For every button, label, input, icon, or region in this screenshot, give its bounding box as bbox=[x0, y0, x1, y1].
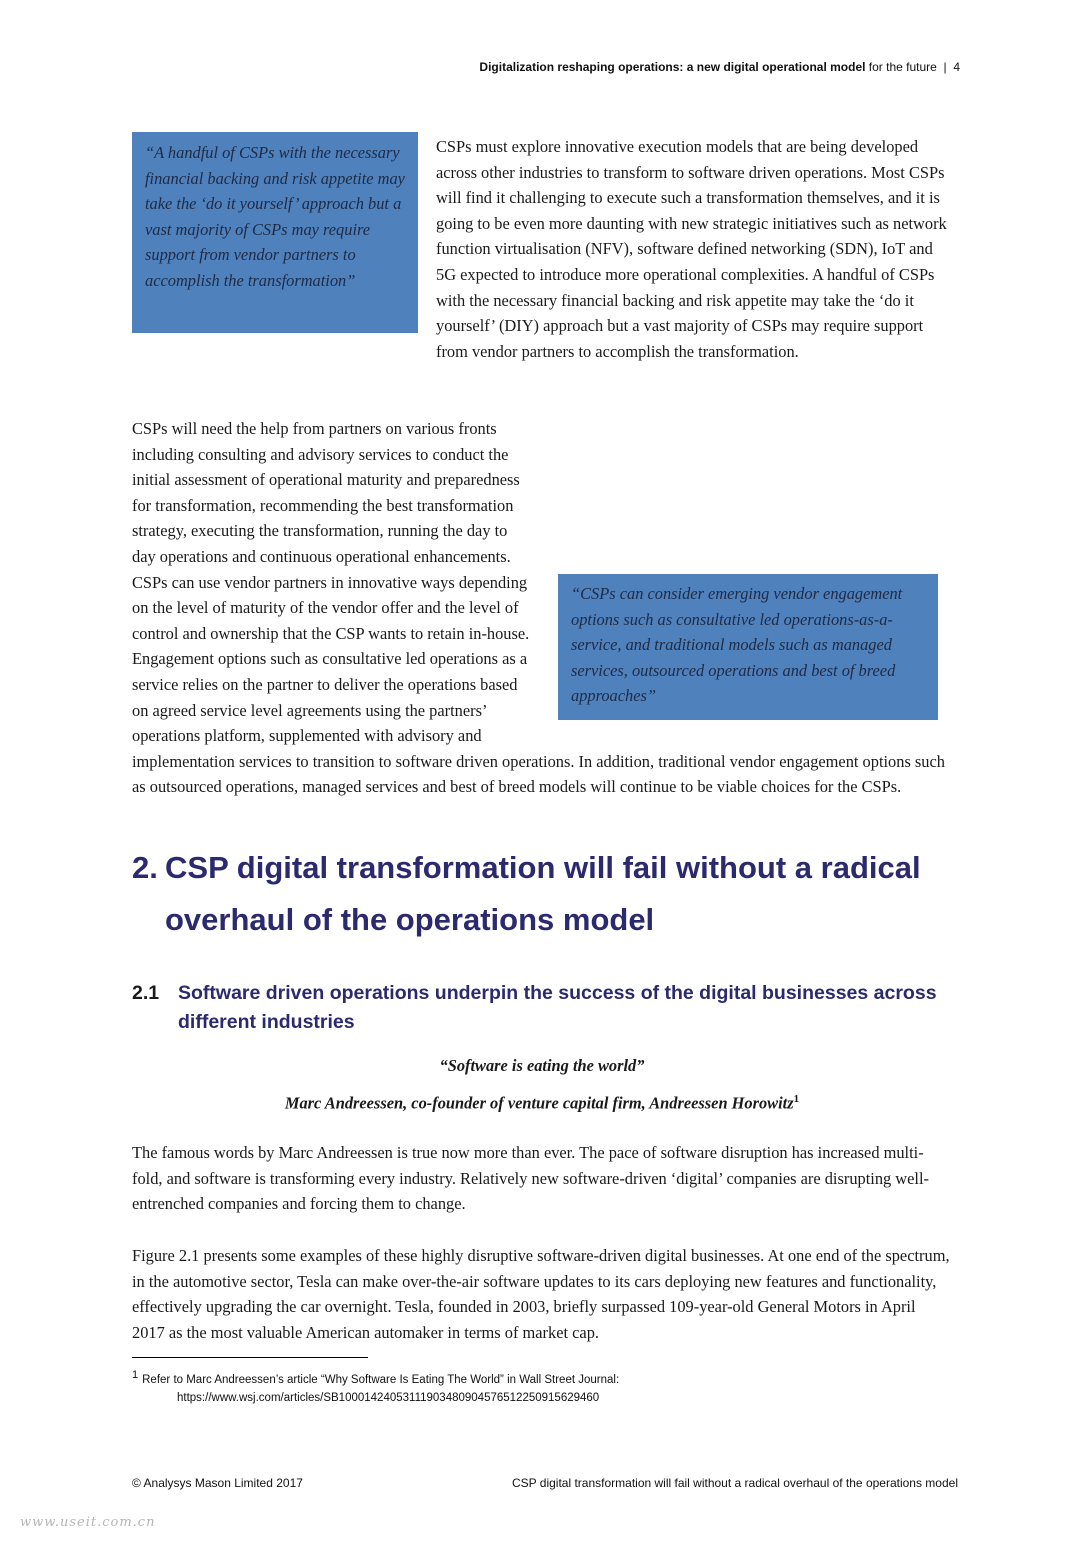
subsection-heading bbox=[132, 979, 952, 1037]
footnote bbox=[132, 1366, 952, 1407]
footer-copyright: © Analysys Mason Limited 2017 bbox=[132, 1476, 303, 1490]
epigraph-attribution-text: Marc Andreessen, co-founder of venture capital firm, Andreessen Horowitz bbox=[284, 1093, 794, 1113]
pull-quote-text: “CSPs can consider emerging vendor engagement options such as consultative led operations-as-a-service, and traditional models such as managed services, outsourced operations and best of breed approaches” bbox=[571, 584, 903, 706]
footnote-reference[interactable]: 1 bbox=[793, 1093, 800, 1105]
epigraph-attribution bbox=[132, 1093, 952, 1113]
page-number: 4 bbox=[953, 60, 960, 74]
pull-quote-text: “A handful of CSPs with the necessary financial backing and risk appetite may take the ‘do it yourself’ approach but a vast majority of CSPs may require support from vendor partners to accomplish the transformation” bbox=[145, 143, 405, 290]
section-title-line-2: overhaul of the operations model bbox=[165, 902, 655, 937]
watermark: www.useit.com.cn bbox=[20, 1515, 156, 1530]
intro-section bbox=[132, 134, 952, 364]
section-heading bbox=[132, 842, 952, 946]
running-header-separator: | bbox=[943, 60, 947, 74]
footnote-mark: 1 bbox=[132, 1369, 139, 1381]
body-paragraph: The famous words by Marc Andreessen is true now more than ever. The pace of software disruption has increased multi-fold, and software is transforming every industry. Relatively new software-driven ‘digital’ companies are disrupting well-entrenched companies and forcing them to change. bbox=[132, 1143, 929, 1214]
section-number: 2. bbox=[132, 850, 158, 885]
running-header-title-tail: for the future bbox=[868, 60, 937, 74]
subsection-title: Software driven operations underpin the success of the digital businesses across different industries bbox=[178, 982, 937, 1033]
partners-section bbox=[132, 416, 952, 800]
section-title-line-1: CSP digital transformation will fail without a radical bbox=[165, 850, 921, 885]
running-header bbox=[132, 60, 960, 74]
subsection-number: 2.1 bbox=[132, 982, 160, 1004]
body-paragraph: Figure 2.1 presents some examples of these highly disruptive software-driven digital businesses. At one end of the spectrum, in the automotive sector, Tesla can make over-the-air software updates to its cars deploying new features and functionality, effectively upgrading the car overnight. Tesla, founded in 2003, briefly surpassed 109-year-old General Motors in April 2017 as the most valuable American automaker in terms of market cap. bbox=[132, 1246, 950, 1342]
footer-running-title: CSP digital transformation will fail without a radical overhaul of the operations model bbox=[511, 1476, 958, 1490]
footnote-url-link[interactable]: https://www.wsj.com/articles/SB10001424053111903480904576512250915629460 bbox=[177, 1391, 600, 1404]
footnote-divider bbox=[132, 1357, 368, 1358]
body-paragraph: CSPs must explore innovative execution models that are being developed across other industries to transform to software driven operations. Most CSPs will find it challenging to execute such a transformation themselves, and it is going to be even more daunting with new strategic initiatives such as network function virtualisation (NFV), software defined networking (SDN), IoT and 5G expected to introduce more operational complexities. A handful of CSPs with the necessary financial backing and risk appetite may take the ‘do it yourself’ (DIY) approach but a vast majority of CSPs may require support from vendor partners to accomplish the transformation. bbox=[436, 137, 947, 361]
pull-quote-box bbox=[132, 132, 418, 333]
footnote-text: Refer to Marc Andreessen’s article “Why Software Is Eating The World” in Wall Street Journal: bbox=[142, 1373, 620, 1386]
epigraph-quote: “Software is eating the world” bbox=[439, 1056, 645, 1075]
pull-quote-box bbox=[558, 574, 938, 720]
running-header-title: Digitalization reshaping operations: a new digital operational model bbox=[479, 60, 866, 74]
body-paragraph: CSPs will need the help from partners on various fronts including consulting and advisory services to conduct the initial assessment of operational maturity and preparedness for transformation, recommending the best transformation strategy, executing the transformation, running the day to day operations and continuous operational enhancements. CSPs can use vendor partners in innovative ways depending on the level of maturity of the vendor offer and the level of control and ownership that the CSP wants to retain in-house. Engagement options such as consultative led operations as a service relies on the partner to deliver the operations based on agreed service level agreements using the partners’ operations platform, supplemented with advisory and implementation services to transition to software driven operations. In addition, traditional vendor engagement options such as outsourced operations, managed services and best of breed models will continue to be viable choices for the CSPs. bbox=[132, 419, 945, 797]
